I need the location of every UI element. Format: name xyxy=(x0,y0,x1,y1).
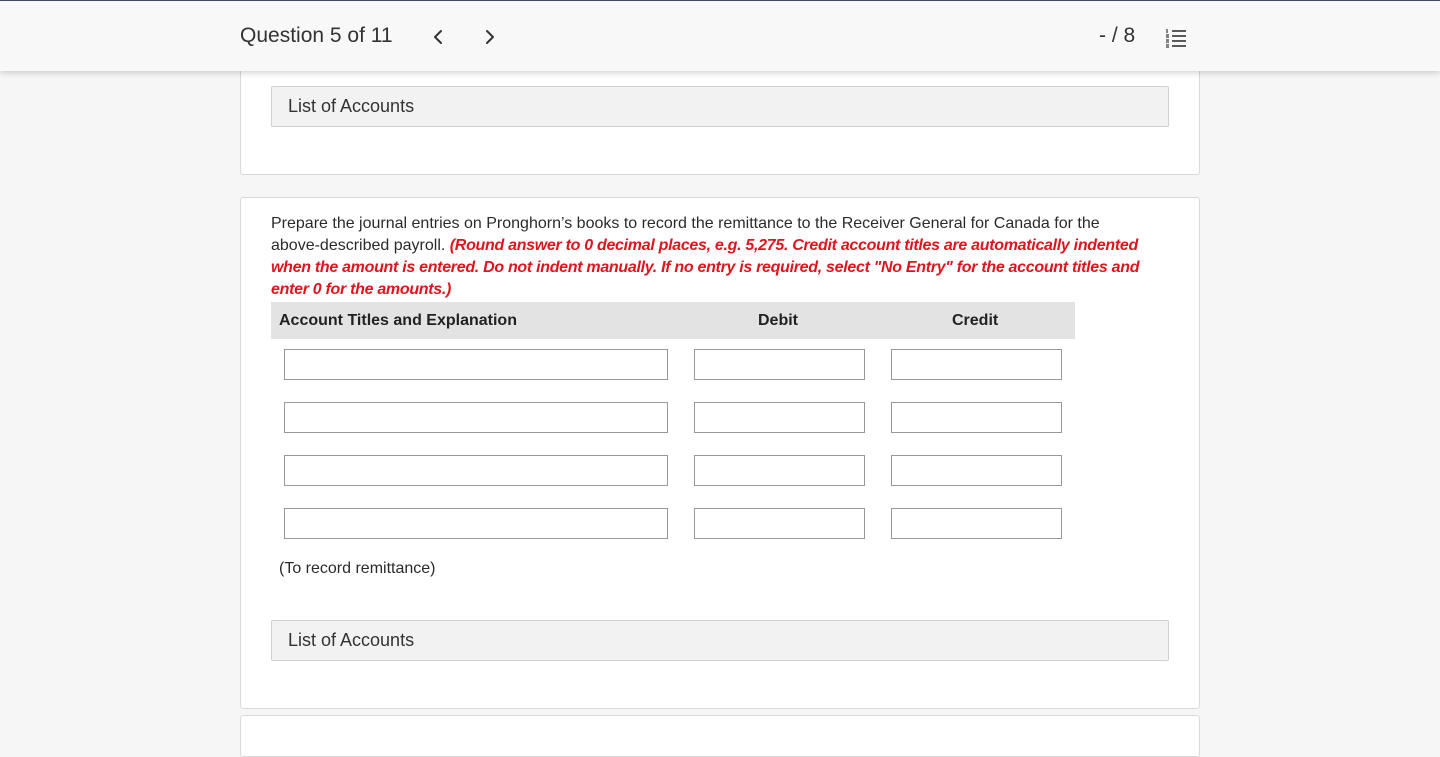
question-counter: Question 5 of 11 xyxy=(240,24,393,47)
next-question-button[interactable] xyxy=(476,23,504,51)
journal-entry-card xyxy=(240,197,1200,709)
list-of-accounts-label: List of Accounts xyxy=(288,96,415,116)
column-header-debit: Debit xyxy=(758,312,798,329)
list-of-accounts-label: List of Accounts xyxy=(288,630,415,650)
question-header xyxy=(0,1,1440,71)
account-title-input[interactable] xyxy=(284,508,668,539)
question-list-button[interactable] xyxy=(1164,26,1188,50)
question-score: - / 8 xyxy=(1099,24,1136,47)
instruction-text: Prepare the journal entries on Pronghorn’s books to record the remittance to the Receiver General for Canada for the above-described payroll. xyxy=(271,215,1100,254)
chevron-left-icon xyxy=(424,23,452,51)
question-instructions xyxy=(271,213,1151,301)
instruction-hint: (Round answer to 0 decimal places, e.g. 5,275. Credit account titles are automatically indented when the amount is entered. Do not indent manually. If no entry is required, select "No Entry" for the account titles and enter 0 for the amounts.) xyxy=(271,237,1140,298)
top-accent-line xyxy=(0,0,1440,1)
previous-question-button[interactable] xyxy=(424,23,452,51)
list-of-accounts-toggle[interactable] xyxy=(271,620,1169,661)
column-header-credit: Credit xyxy=(952,312,999,329)
numbered-list-icon xyxy=(1164,26,1188,50)
credit-input[interactable] xyxy=(891,508,1062,539)
credit-input[interactable] xyxy=(891,455,1062,486)
debit-input[interactable] xyxy=(694,349,865,380)
debit-input[interactable] xyxy=(694,402,865,433)
credit-input[interactable] xyxy=(891,349,1062,380)
account-title-input[interactable] xyxy=(284,455,668,486)
credit-input[interactable] xyxy=(891,402,1062,433)
next-part-card xyxy=(240,715,1200,757)
debit-input[interactable] xyxy=(694,455,865,486)
chevron-right-icon xyxy=(476,23,504,51)
column-header-account: Account Titles and Explanation xyxy=(279,312,517,329)
journal-table-header xyxy=(271,302,1075,339)
debit-input[interactable] xyxy=(694,508,865,539)
account-title-input[interactable] xyxy=(284,402,668,433)
account-title-input[interactable] xyxy=(284,349,668,380)
entry-explanation-note: (To record remittance) xyxy=(279,560,436,577)
list-of-accounts-toggle[interactable] xyxy=(271,86,1169,127)
